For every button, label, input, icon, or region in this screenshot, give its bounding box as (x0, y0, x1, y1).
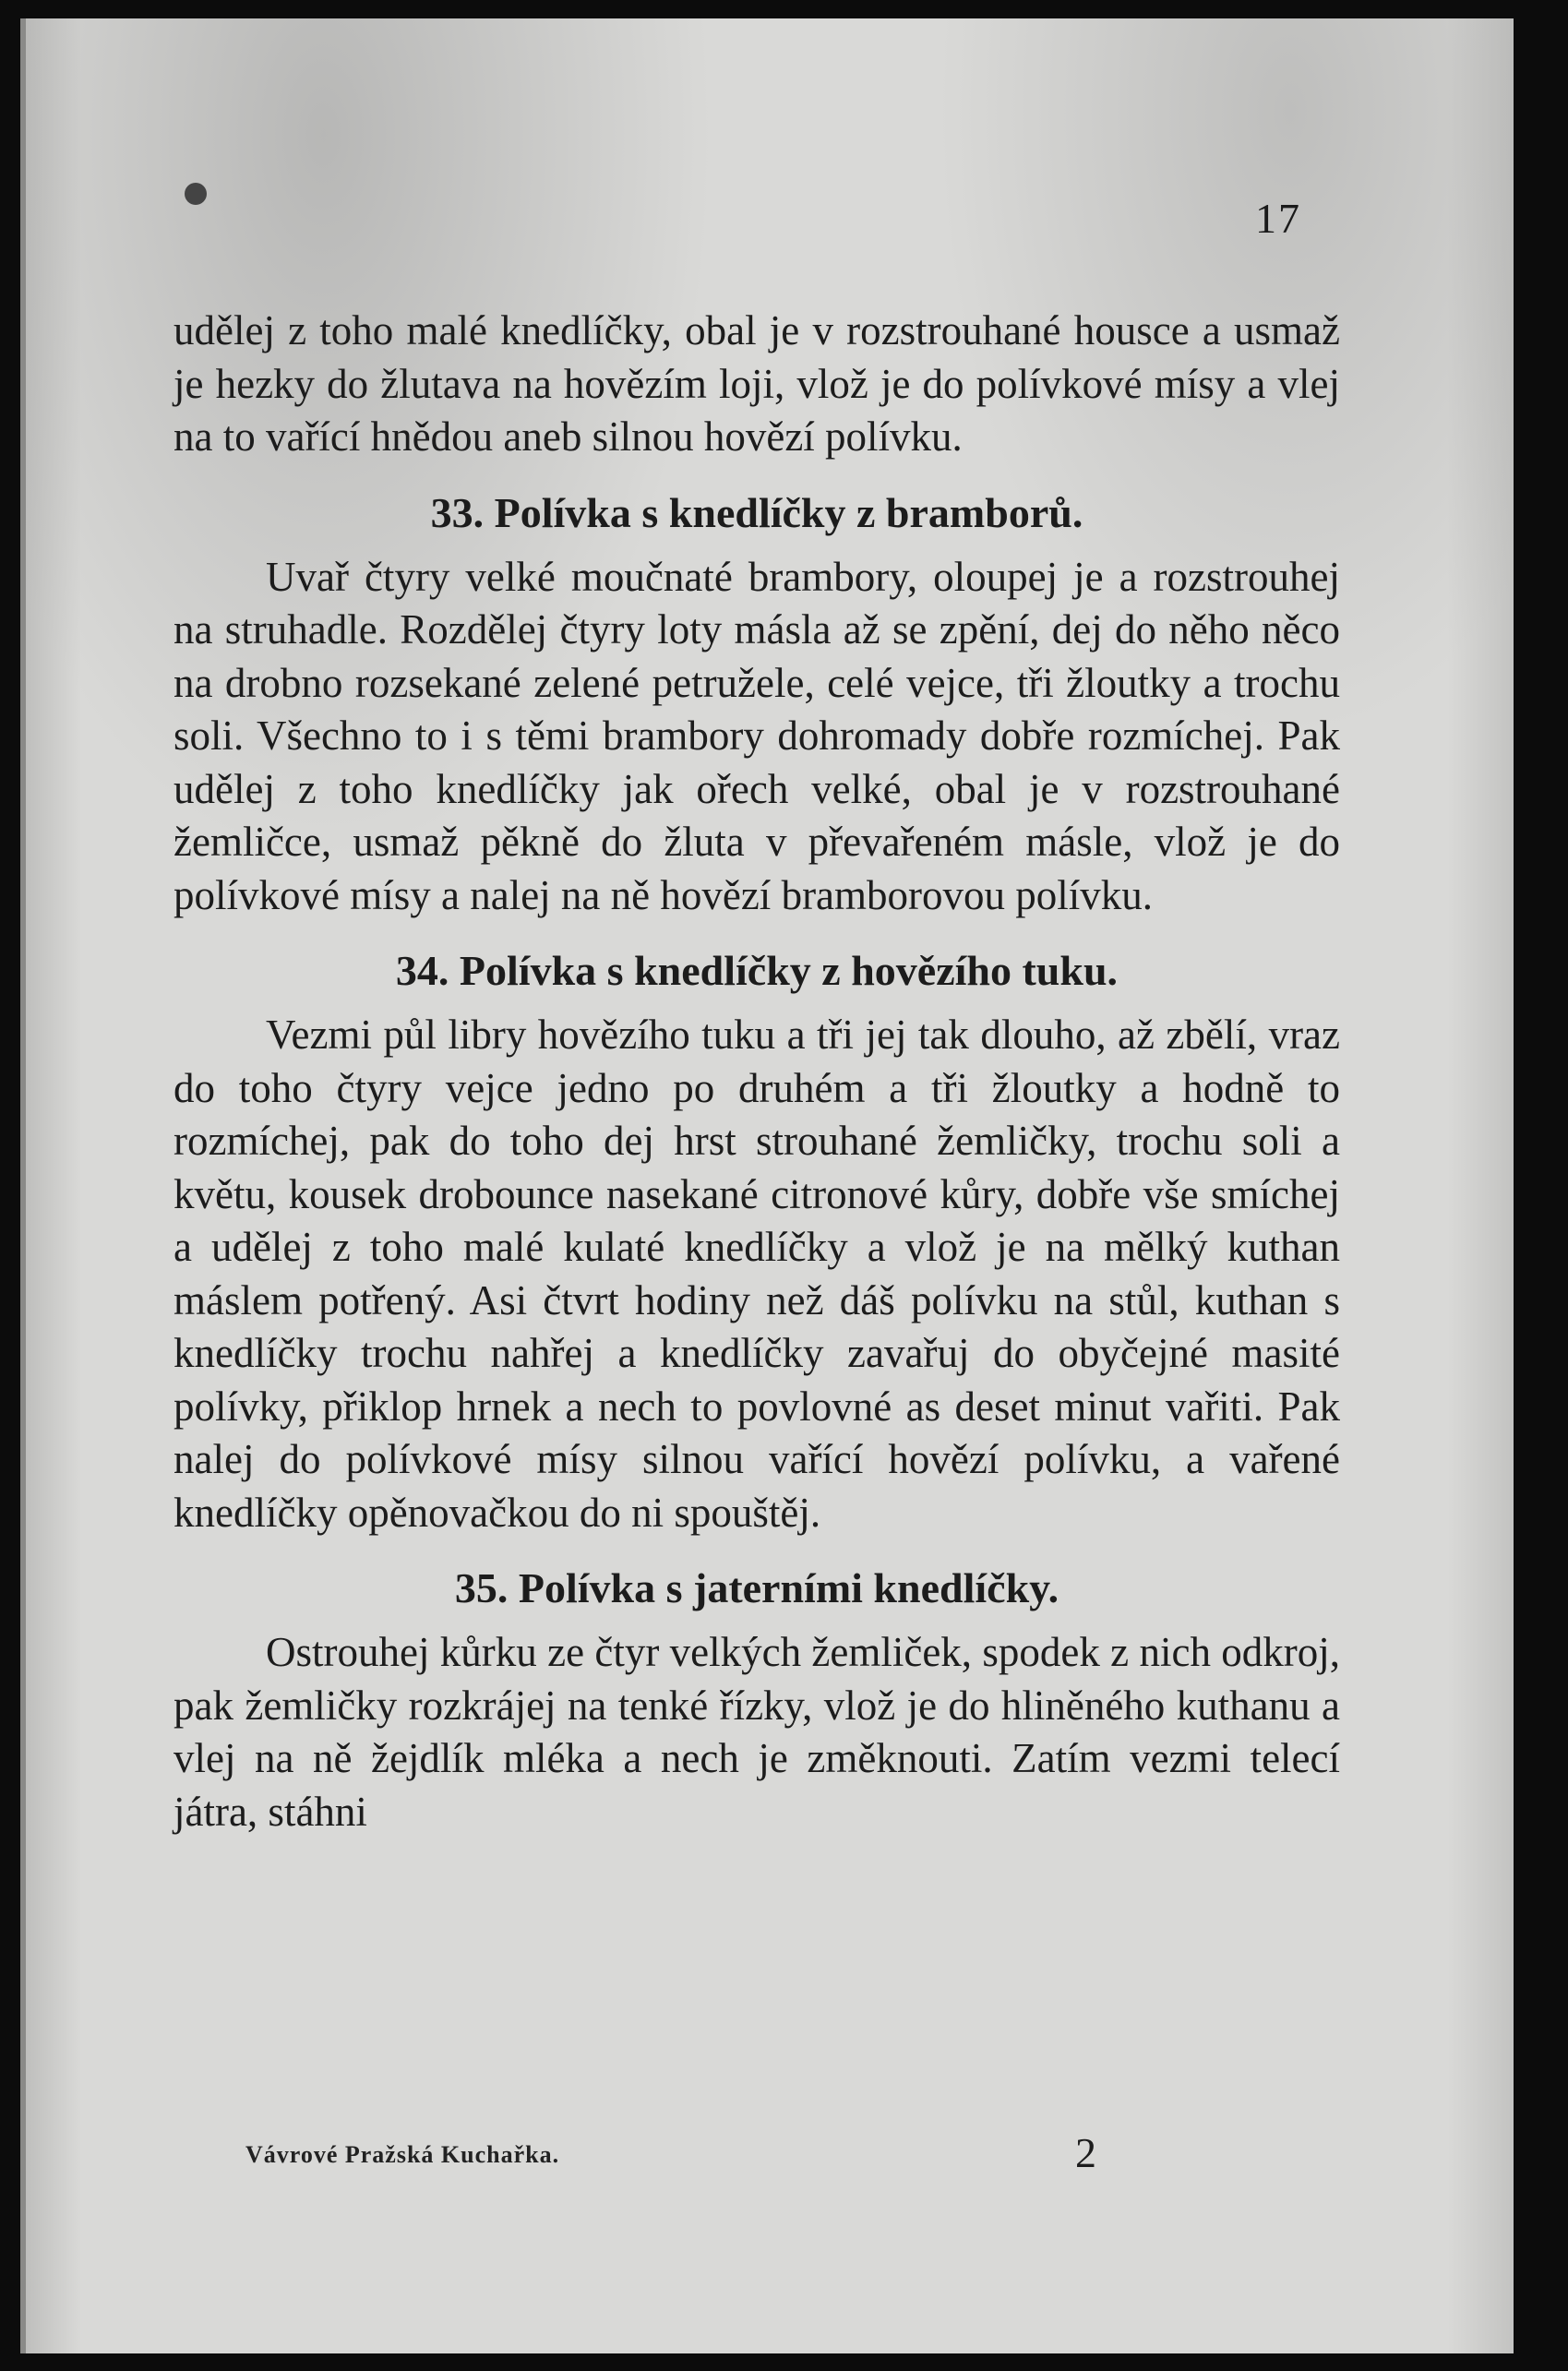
paragraph-continuation: udělej z toho malé knedlíčky, obal je v rozstrouhané housce a usmaž je hezky do žlutava na hovězím loji, vlož je do polívkové mísy a vlej na to vařící hnědou aneb silnou hovězí polívku. (174, 307, 1340, 460)
section-heading-33: 33. Polívka s knedlíčky z bramborů. (430, 488, 1083, 536)
page-content (174, 305, 1340, 1838)
page-number: 17 (1255, 195, 1301, 242)
section-heading-35: 35. Polívka s jaterními knedlíčky. (454, 1564, 1059, 1611)
footer-title: Vávrové Pražská Kuchařka. (245, 2141, 560, 2168)
section-text-33: Uvař čtyry velké moučnaté brambory, oloupej je a rozstrouhej na struhadle. Rozdělej čtyry loty másla až se zpění, dej do něho něco na drobno rozsekané zelené petružele, celé vejce, tři žloutky a trochu soli. Všechno to i s těmi brambory dohromady dobře rozmíchej. Pak udělej z toho knedlíčky jak ořech velké, obal je v rozstrouhané žemličce, usmaž pěkně do žluta v převařeném másle, vlož je do polívkové mísy a nalej na ně hovězí bramborovou polívku. (174, 553, 1340, 918)
section-heading-34: 34. Polívka s knedlíčky z hovězího tuku. (395, 947, 1119, 994)
section-text-34: Vezmi půl libry hovězího tuku a tři jej tak dlouho, až zbělí, vraz do toho čtyry vejce jedno po druhém a tři žloutky a hodně to rozmíchej, pak do toho dej hrst strouhané žemličky, trochu soli a květu, kousek drobounce nasekané citronové kůry, dobře vše smíchej a udělej z toho malé kulaté knedlíčky a vlož je na mělký kuthan máslem potřený. Asi čtvrt hodiny než dáš polívku na stůl, kuthan s knedlíčky trochu nahřej a knedlíčky zavařuj do obyčejné masité polívky, přiklop hrnek a nech to povlovné as deset minut vařiti. Pak nalej do polívkové mísy silnou vařící hovězí polívku, a vařené knedlíčky opěnovačkou do ni spouštěj. (174, 1012, 1340, 1536)
section-text-35: Ostrouhej kůrku ze čtyr velkých žemliček, spodek z nich odkroj, pak žemličky rozkrájej na tenké řízky, vlož je do hliněného kuthanu a vlej na ně žejdlík mléka a nech je změknouti. Zatím vezmi telecí játra, stáhni (174, 1629, 1340, 1835)
book-page (20, 18, 1514, 2353)
signature-mark: 2 (1075, 2129, 1096, 2176)
ink-spot (185, 183, 207, 205)
